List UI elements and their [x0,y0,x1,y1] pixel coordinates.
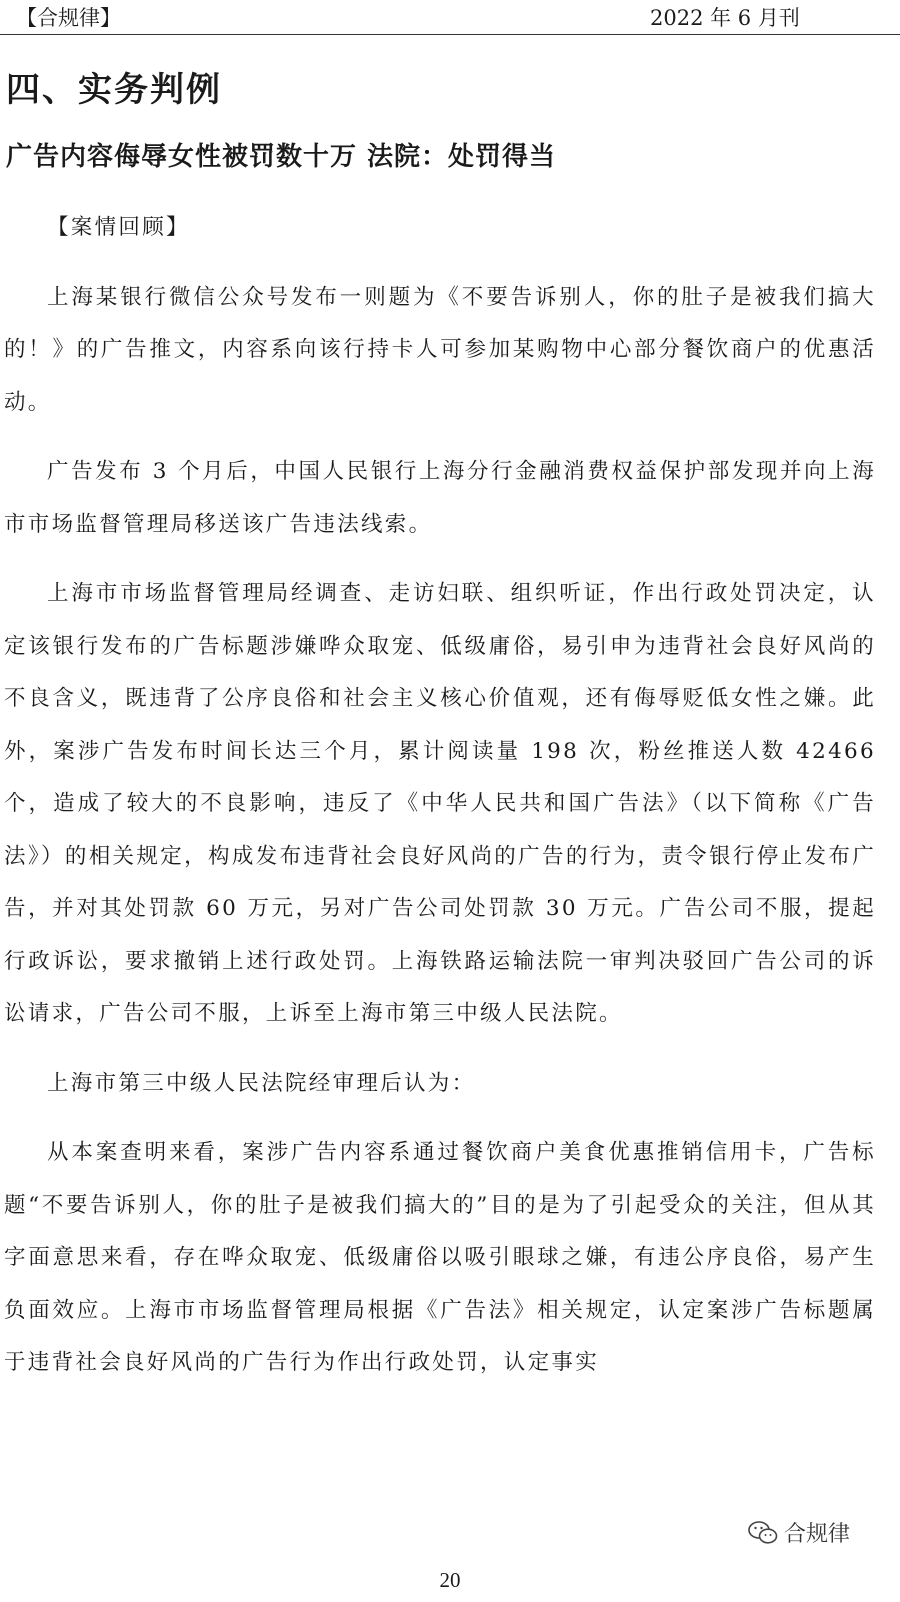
article-title: 广告内容侮辱女性被罚数十万 法院：处罚得当 [6,142,557,172]
wechat-watermark [748,1517,850,1548]
section-title: 四、实务判例 [6,70,222,110]
header-issue-date: 2022 年 6 月刊 [650,6,800,30]
page-number: 20 [439,1568,461,1592]
wechat-icon [748,1520,778,1546]
page-header [0,0,900,35]
body-paragraph: 广告发布 3 个月后，中国人民银行上海分行金融消费权益保护部发现并向上海市市场监督管理局移送该广告违法线索。 [4,459,876,537]
header-journal-name: 【合规律】 [16,6,121,30]
watermark-label: 合规律 [784,1522,851,1547]
case-review-heading: 【案情回顾】 [47,215,190,240]
body-paragraph: 上海市第三中级人民法院经审理后认为： [47,1070,476,1096]
body-paragraph: 上海某银行微信公众号发布一则题为《不要告诉别人，你的肚子是被我们搞大的！》的广告推文，内容系向该行持卡人可参加某购物中心部分餐饮商户的优惠活动。 [4,284,876,415]
body-paragraph: 从本案查明来看，案涉广告内容系通过餐饮商户美食优惠推销信用卡，广告标题“不要告诉别人，你的肚子是被我们搞大的”目的是为了引起受众的关注，但从其字面意思来看，存在哗众取宠、低级庸俗以吸引眼球之嫌，有违公序良俗，易产生负面效应。上海市市场监督管理局根据《广告法》相关规定，认定案涉广告标题属于违背社会良好风尚的广告行为作出行政处罚，认定事实 [4,1140,876,1375]
body-paragraph: 上海市市场监督管理局经调查、走访妇联、组织听证，作出行政处罚决定，认定该银行发布的广告标题涉嫌哗众取宠、低级庸俗，易引申为违背社会良好风尚的不良含义，既违背了公序良俗和社会主义核心价值观，还有侮辱贬低女性之嫌。此外，案涉广告发布时间长达三个月，累计阅读量 198 次，粉丝推送人数 42466 个，造成了较大的不良影响，违反了《中华人民共和国广告法》（以下简称《广告法》）的相关规定，构成发布违背社会良好风尚的广告的行为，责令银行停止发布广告，并对其处罚款 60 万元，另对广告公司处罚款 30 万元。广告公司不服，提起行政诉讼，要求撤销上述行政处罚。上海铁路运输法院一审判决驳回广告公司的诉讼请求，广告公司不服，上诉至上海市第三中级人民法院。 [4,581,876,1026]
article-body [4,202,876,1407]
